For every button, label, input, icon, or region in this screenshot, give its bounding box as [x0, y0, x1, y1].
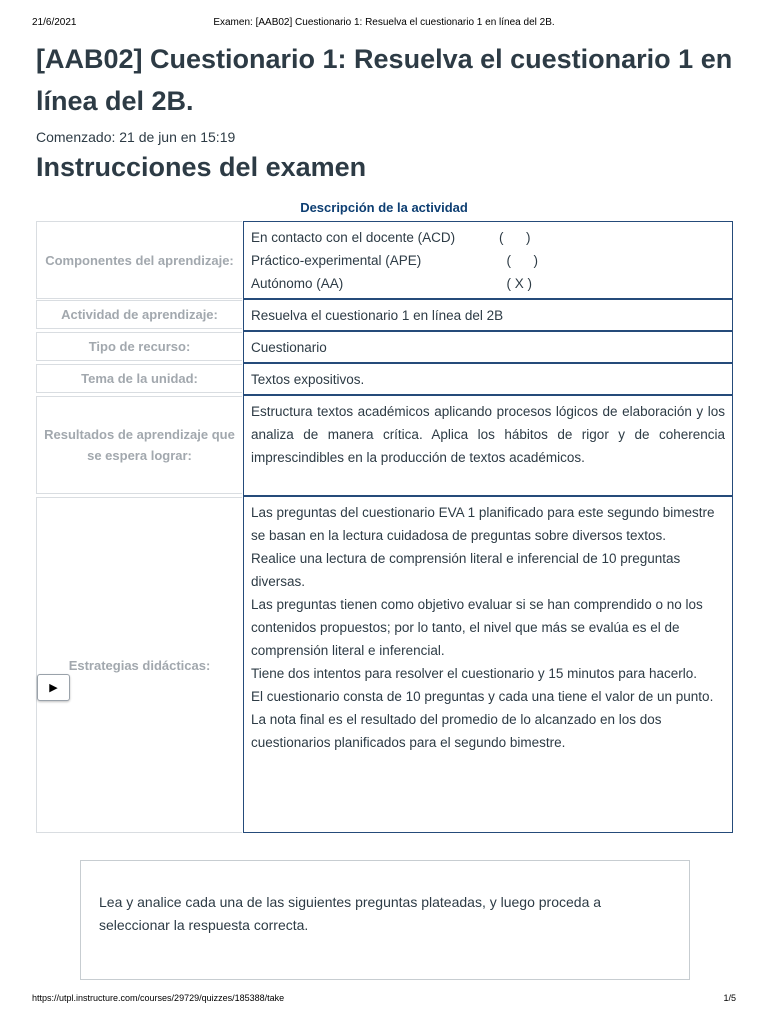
component-row — [251, 226, 725, 249]
strategies-label: Estrategias didácticas: — [36, 497, 242, 833]
print-date: 21/6/2021 — [32, 17, 77, 28]
component-row — [251, 272, 725, 295]
activity-description-heading: Descripción de la actividad — [300, 200, 468, 215]
learning-activity-value: Resuelva el cuestionario 1 en línea del 2B — [243, 299, 733, 331]
question-intro-text: Lea y analice cada una de las siguientes preguntas plateadas, y luego proceda a seleccionar la respuesta correcta. — [99, 894, 602, 933]
strategy-paragraph: Las preguntas del cuestionario EVA 1 planificado para este segundo bimestre se basan en la lectura cuidadosa de preguntas sobre diversos textos. — [251, 505, 715, 543]
unit-theme-label: Tema de la unidad: — [36, 364, 242, 393]
component-name: Práctico-experimental (APE) — [251, 253, 422, 268]
components-label: Componentes del aprendizaje: — [36, 221, 242, 299]
component-mark: ( X ) — [499, 276, 532, 291]
component-name: Autónomo (AA) — [251, 276, 344, 291]
strategy-paragraph: Tiene dos intentos para resolver el cuestionario y 15 minutos para hacerlo. — [251, 666, 697, 681]
expected-results-value: Estructura textos académicos aplicando procesos lógicos de elaboración y los analiza de manera crítica. Aplica los hábitos de rigor y de coherencia imprescindibles en la producción de textos académicos. — [243, 395, 733, 496]
component-row — [251, 249, 725, 272]
learning-activity-label: Actividad de aprendizaje: — [36, 300, 242, 329]
play-icon: ▶ — [49, 682, 58, 694]
question-intro-box — [80, 860, 690, 980]
strategy-paragraph: El cuestionario consta de 10 preguntas y cada una tiene el valor de un punto. — [251, 689, 714, 704]
strategies-cell — [243, 496, 733, 833]
component-mark: ( ) — [499, 230, 531, 245]
resource-type-label: Tipo de recurso: — [36, 332, 242, 361]
quiz-title: [AAB02] Cuestionario 1: Resuelva el cuestionario 1 en línea del 2B. — [36, 44, 733, 116]
components-cell — [243, 221, 733, 299]
instructions-title: Instrucciones del examen — [36, 152, 367, 182]
print-doc-title: Examen: [AAB02] Cuestionario 1: Resuelva el cuestionario 1 en línea del 2B. — [213, 17, 555, 28]
print-url: https://utpl.instructure.com/courses/29729/quizzes/185388/take — [32, 993, 285, 1003]
strategy-paragraph: Las preguntas tienen como objetivo evaluar si se han comprendido o no los contenidos propuestos; por lo tanto, el nivel que más se evalúa es el de comprensión literal e inferencial. — [251, 597, 703, 658]
strategy-paragraph: La nota final es el resultado del promedio de lo alcanzado en los dos cuestionarios planificados para el segundo bimestre. — [251, 712, 662, 750]
page-number: 1/5 — [723, 993, 736, 1003]
expected-results-label: Resultados de aprendizaje que se espera lograr: — [36, 396, 242, 494]
print-header — [32, 17, 736, 31]
started-timestamp: Comenzado: 21 de jun en 15:19 — [36, 129, 236, 145]
play-button[interactable] — [37, 674, 70, 701]
unit-theme-value: Textos expositivos. — [243, 363, 733, 395]
component-mark: ( ) — [499, 253, 538, 268]
strategy-paragraph: Realice una lectura de comprensión literal e inferencial de 10 preguntas diversas. — [251, 551, 681, 589]
resource-type-value: Cuestionario — [243, 331, 733, 363]
component-name: En contacto con el docente (ACD) — [251, 230, 456, 245]
